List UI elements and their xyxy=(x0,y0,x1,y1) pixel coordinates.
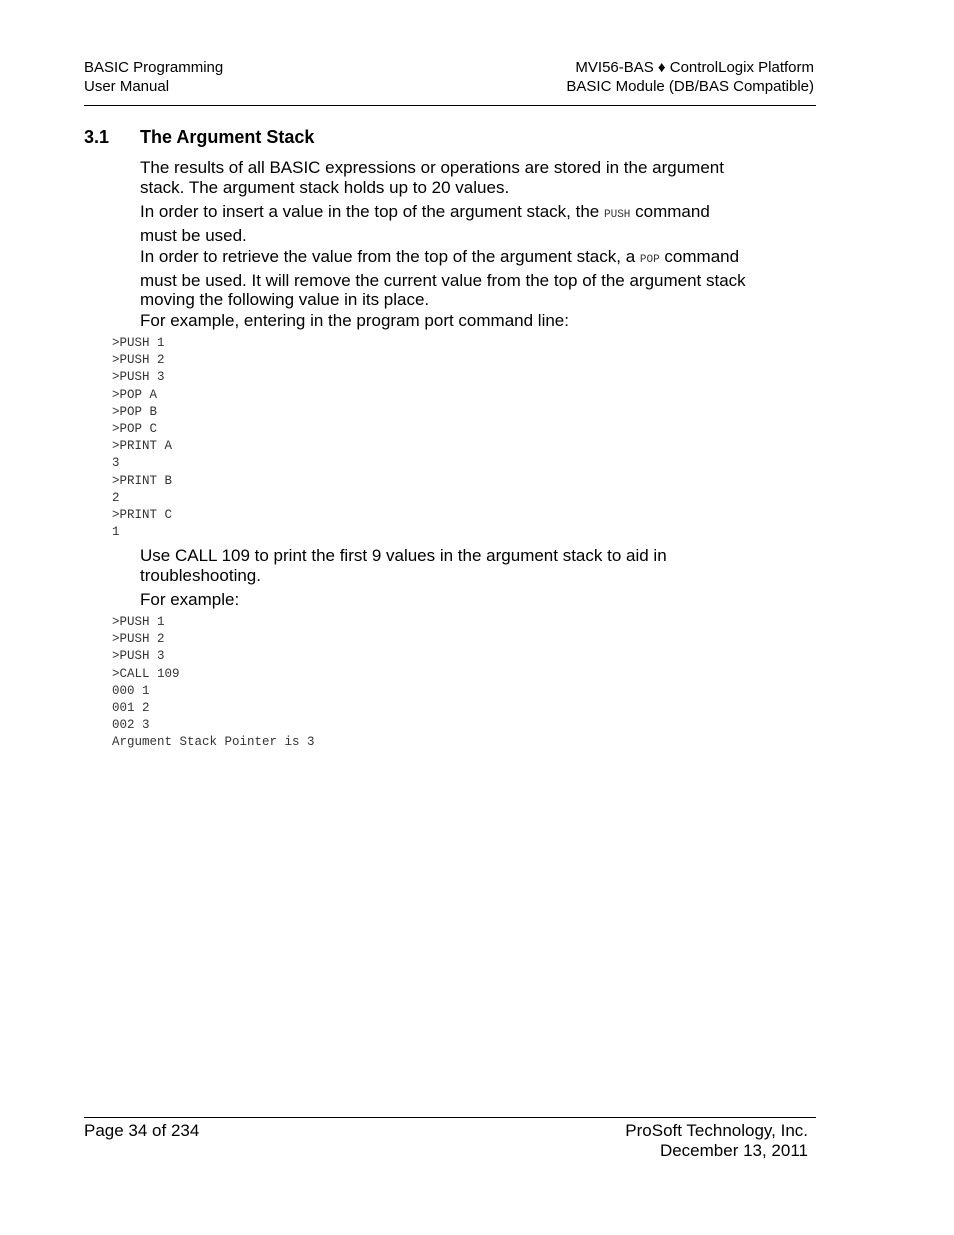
footer-company: ProSoft Technology, Inc. xyxy=(625,1121,808,1140)
paragraph-example-label xyxy=(140,590,760,610)
code-line: >CALL 109 xyxy=(112,666,180,681)
footer-date: December 13, 2011 xyxy=(659,1140,808,1160)
paragraph-line xyxy=(140,202,760,226)
code-line: >PUSH 1 xyxy=(112,615,165,629)
header-right xyxy=(566,58,814,96)
footer-left xyxy=(84,1121,199,1141)
paragraph-example-intro xyxy=(140,311,760,331)
footer-right xyxy=(625,1121,808,1160)
paragraph-line: troubleshooting. xyxy=(140,565,261,585)
paragraph-line: must be used. It will remove the current value from the top of the argument stack xyxy=(140,270,746,290)
paragraph-pop xyxy=(140,247,760,310)
paragraph-line: The results of all BASIC expressions or operations are stored in the argument xyxy=(140,158,724,177)
code-line: 000 1 xyxy=(112,683,150,698)
paragraph-line: must be used. xyxy=(140,225,247,245)
code-example-push-pop xyxy=(112,335,172,541)
page-header xyxy=(84,56,816,106)
paragraph-text: In order to insert a value in the top of the argument stack, the xyxy=(140,202,604,221)
code-example-call-109 xyxy=(112,614,315,752)
paragraph-text: command xyxy=(630,202,710,221)
section-title: The Argument Stack xyxy=(140,127,315,147)
paragraph-push xyxy=(140,202,760,245)
code-line: >PUSH 2 xyxy=(112,632,165,647)
code-line: Argument Stack Pointer is 3 xyxy=(112,735,315,750)
code-line: >PUSH 2 xyxy=(112,353,165,368)
code-line: 002 3 xyxy=(112,718,150,733)
code-line: >PUSH 3 xyxy=(112,649,165,664)
code-line: 001 2 xyxy=(112,701,150,716)
code-line: >POP C xyxy=(112,422,158,437)
header-module: BASIC Module (DB/BAS Compatible) xyxy=(566,78,814,95)
code-line: >POP A xyxy=(112,387,158,402)
code-line: 3 xyxy=(112,456,120,471)
paragraph-line: For example, entering in the program port command line: xyxy=(140,311,569,330)
paragraph-line: stack. The argument stack holds up to 20 values. xyxy=(140,177,510,197)
code-line: >POP B xyxy=(112,404,158,419)
paragraph-text: In order to retrieve the value from the top of the argument stack, a xyxy=(140,247,640,266)
header-doc-title: BASIC Programming xyxy=(84,59,224,76)
section-heading xyxy=(84,126,314,148)
code-line: >PRINT A xyxy=(112,439,173,454)
header-product: MVI56-BAS ♦ ControlLogix Platform xyxy=(575,59,814,76)
inline-code-push: PUSH xyxy=(604,209,631,221)
paragraph-stack-intro xyxy=(140,158,760,197)
code-line: >PRINT C xyxy=(112,508,173,523)
page-number: Page 34 of 234 xyxy=(84,1121,200,1140)
code-line: 1 xyxy=(112,525,120,540)
page-footer xyxy=(84,1117,816,1160)
paragraph-line xyxy=(140,247,760,271)
code-line: 2 xyxy=(112,490,120,505)
paragraph-line: Use CALL 109 to print the first 9 values in the argument stack to aid in xyxy=(140,546,667,565)
code-line: >PRINT B xyxy=(112,473,173,488)
code-line: >PUSH 3 xyxy=(112,370,165,385)
section-number: 3.1 xyxy=(84,127,110,147)
paragraph-line: For example: xyxy=(140,590,240,609)
code-line: >PUSH 1 xyxy=(112,336,165,350)
paragraph-line: moving the following value in its place. xyxy=(140,290,430,309)
header-doc-type: User Manual xyxy=(84,78,170,95)
header-left xyxy=(84,58,223,96)
inline-code-pop: POP xyxy=(639,254,660,266)
paragraph-call-109 xyxy=(140,546,760,585)
paragraph-text: command xyxy=(659,247,740,266)
